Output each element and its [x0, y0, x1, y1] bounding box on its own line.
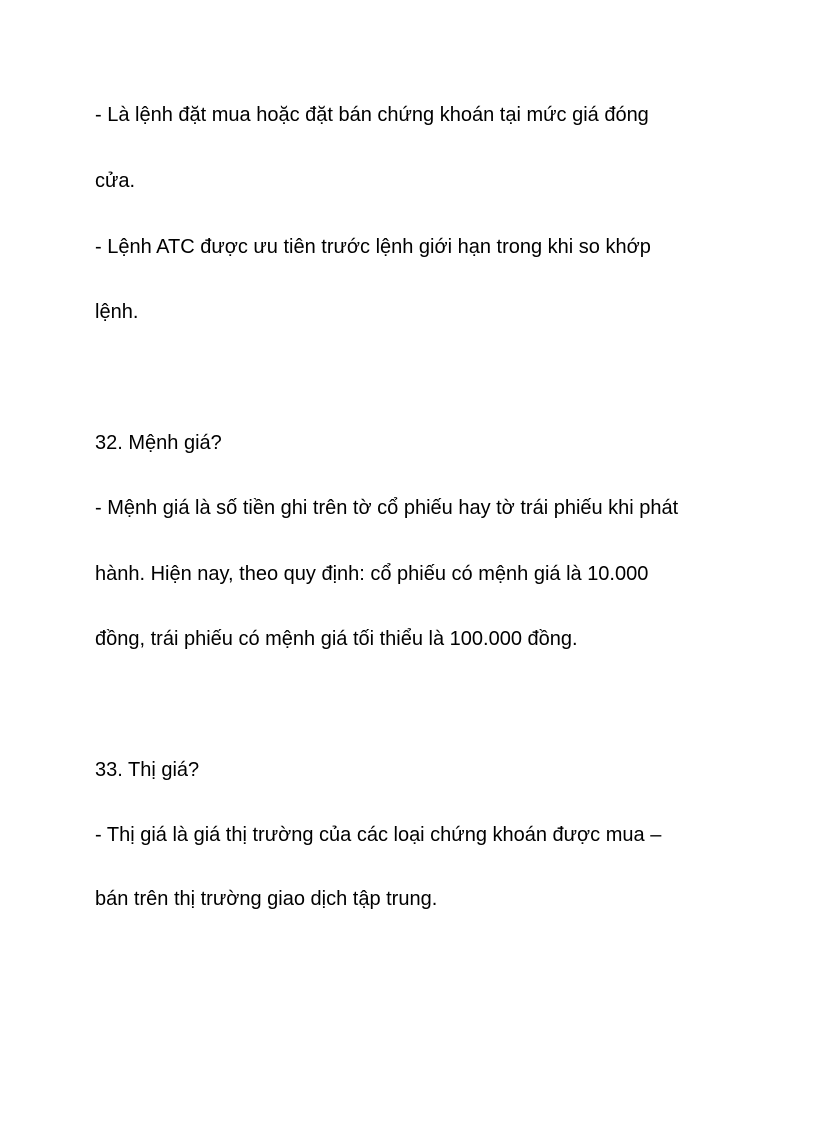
paragraph-line: - Thị giá là giá thị trường của các loại chứng khoán được mua – [95, 824, 662, 846]
paragraph-line: đồng, trái phiếu có mệnh giá tối thiểu là 100.000 đồng. [95, 628, 578, 650]
paragraph-line: - Mệnh giá là số tiền ghi trên tờ cổ phiếu hay tờ trái phiếu khi phát [95, 497, 679, 519]
section-heading: 32. Mệnh giá? [95, 432, 222, 454]
paragraph-line: - Lệnh ATC được ưu tiên trước lệnh giới hạn trong khi so khớp [95, 236, 651, 258]
paragraph-line: lệnh. [95, 301, 139, 323]
paragraph-line: cửa. [95, 170, 136, 192]
paragraph-line: hành. Hiện nay, theo quy định: cổ phiếu có mệnh giá là 10.000 [95, 563, 649, 585]
section-heading: 33. Thị giá? [95, 759, 200, 781]
paragraph-line: - Là lệnh đặt mua hoặc đặt bán chứng khoán tại mức giá đóng [95, 104, 649, 126]
paragraph-line: bán trên thị trường giao dịch tập trung. [95, 888, 438, 910]
